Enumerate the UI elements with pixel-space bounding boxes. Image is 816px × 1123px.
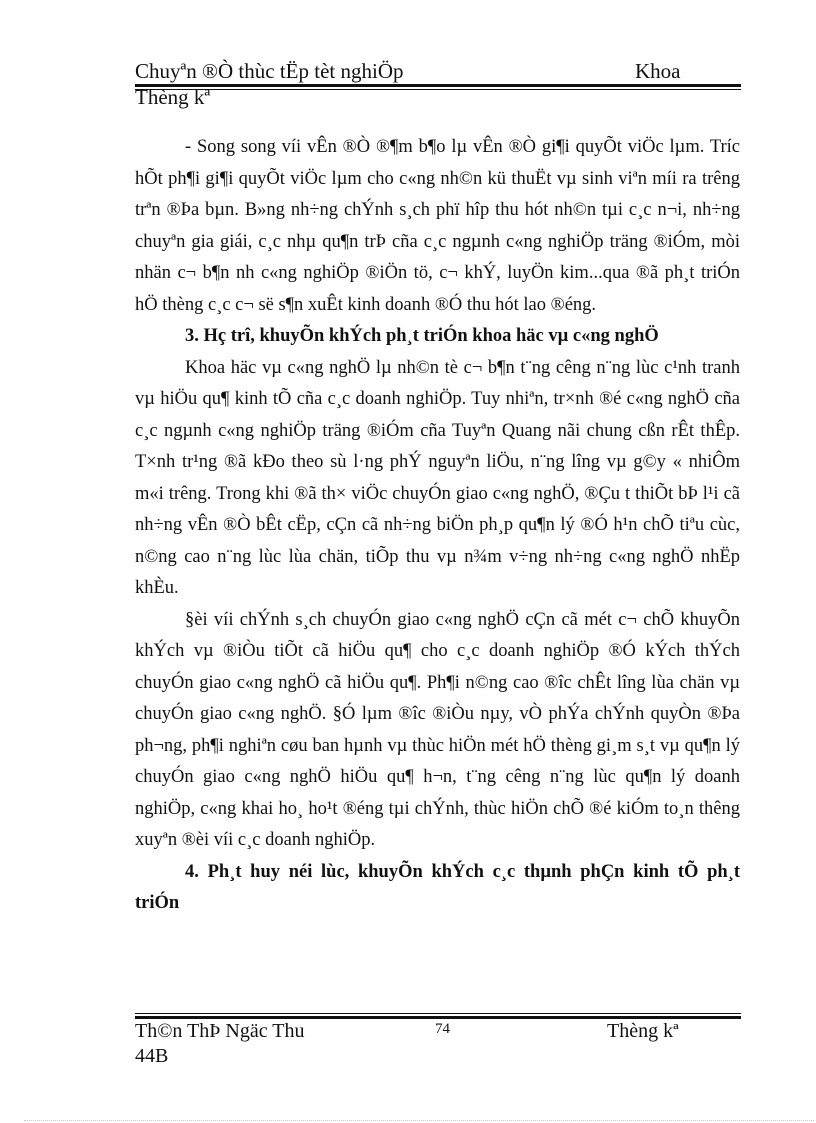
header-department: Khoa: [635, 59, 681, 83]
footer-class: 44B: [135, 1045, 169, 1067]
footer-department: Thèng kª: [607, 1020, 679, 1042]
paragraph-3: §èi víi chÝnh s¸ch chuyÓn giao c«ng nghÖ cÇn cã mét c¬ chÕ khuyÕn khÝch vµ ®iÒu tiÕt cã hiÖu qu¶ cho c¸c doanh nghiÖp ®Ó kÝch thÝch chuyÓn giao c«ng nghÖ cã hiÖu qu¶. Ph¶i n©ng cao ®îc chÊt lîng lùa chän vµ chuyÓn giao c«ng nghÖ. §Ó lµm ®îc ®iÒu nµy, vÒ phÝa chÝnh quyÒn ®Þa ph¬ng, ph¶i nghiªn cøu ban hµnh vµ thùc hiÖn mét hÖ thèng gi¸m s¸t vµ qu¶n lý chuyÓn giao c«ng nghÖ hiÖu qu¶ h¬n, t¨ng cêng n¨ng lùc qu¶n lý doanh nghiÖp, c«ng khai ho¸ ho¹t ®éng tµi chÝnh, thùc hiÖn chÕ ®é kiÓm to¸n thêng xuyªn ®èi víi c¸c doanh nghiÖp.: [135, 609, 740, 850]
page-edge-divider: [24, 1120, 814, 1121]
section-heading-4: 4. Ph¸t huy néi lùc, khuyÕn khÝch c¸c thµnh phÇn kinh tÕ ph¸t triÓn: [135, 861, 740, 913]
paragraph-2: Khoa häc vµ c«ng nghÖ lµ nh©n tè c¬ b¶n t¨ng cêng n¨ng lùc c¹nh tranh vµ hiÖu qu¶ kinh tÕ cña c¸c doanh nghiÖp. Tuy nhiªn, tr×nh ®é c«ng nghÖ cña c¸c ngµnh c«ng nghiÖp träng ®iÓm cña Tuyªn Quang nãi chung cßn rÊt thÊp. T×nh tr¹ng ®ã kÐo theo sù l·ng phÝ nguyªn liÖu, n¨ng lîng vµ g©y « nhiÔm m«i trêng. Trong khi ®ã th× viÖc chuyÓn giao c«ng nghÖ, ®Çu t thiÕt bÞ l¹i cã nh÷ng vÊn ®Ò bÊt cËp, cÇn cã nh÷ng biÖn ph¸p qu¶n lý ®Ó h¹n chÕ tiªu cùc, n©ng cao n¨ng lùc lùa chän, tiÕp thu vµ n¾m v÷ng nh÷ng c«ng nghÖ nhËp khÈu.: [135, 357, 740, 598]
page-number: 74: [435, 1021, 450, 1037]
body-content: [135, 132, 740, 920]
page-footer: [135, 1013, 741, 1073]
header-title: Chuyªn ®Ò thùc tËp tèt nghiÖp: [135, 59, 404, 83]
section-heading-3: 3. Hç trî, khuyÕn khÝch ph¸t triÓn khoa häc vµ c«ng nghÖ: [185, 326, 659, 346]
footer-author: Th©n ThÞ Ngäc Thu: [135, 1020, 305, 1042]
header-department-line2: Thèng kª: [135, 85, 211, 109]
page-header: [135, 58, 741, 108]
paragraph-1: - Song song víi vÊn ®Ò ®¶m b¶o lµ vÊn ®Ò gi¶i quyÕt viÖc lµm. Tríc hÕt ph¶i gi¶i quyÕt viÖc lµm cho c«ng nh©n kü thuËt vµ sinh viªn míi ra trêng trªn ®Þa bµn. B»ng nh÷ng chÝnh s¸ch phï hîp thu hót nh©n tµi c¸c n¬i, nh÷ng chuyªn gia giái, c¸c nhµ qu¶n trÞ cña c¸c ngµnh c«ng nghiÖp träng ®iÓm, mòi nhän c¬ b¶n nh c«ng nghiÖp ®iÖn tö, c¬ khÝ, luyÖn kim...qua ®ã ph¸t triÓn hÖ thèng c¸c c¬ së s¶n xuÊt kinh doanh ®Ó thu hót lao ®éng.: [135, 137, 740, 315]
header-rule-thin: [135, 89, 741, 90]
footer-rule-thin: [135, 1013, 741, 1014]
header-rule-thick: [135, 84, 741, 87]
